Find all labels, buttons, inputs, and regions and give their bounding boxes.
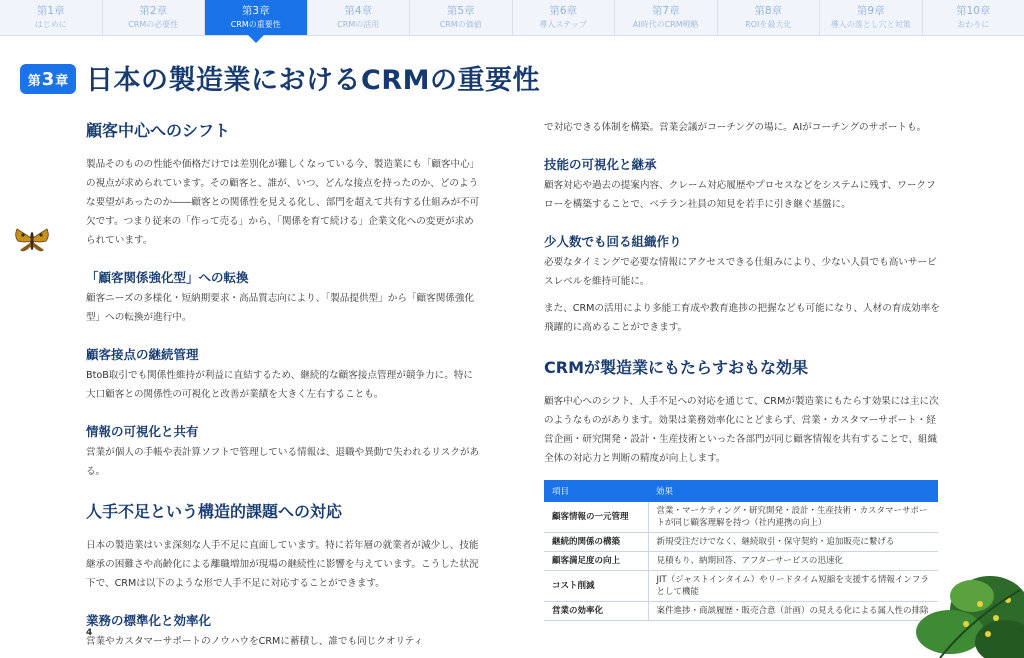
moth-icon [14, 226, 50, 256]
tab-number: 第4章 [344, 5, 373, 17]
tab-chapter-8[interactable] [718, 0, 821, 35]
table-cell-effect: 営業・マーケティング・研究開発・設計・生産技術・カスタマーサポートが同じ顧客理解を持つ（社内連携の向上） [648, 502, 938, 533]
table-row [544, 602, 938, 621]
subheading-touchpoint: 顧客接点の継続管理 [86, 347, 199, 362]
tab-chapter-3[interactable] [205, 0, 308, 35]
text-visibility: 営業が個人の手帳や表計算ソフトで管理している情報は、退職や異動で失われるリスクがある。 [86, 447, 480, 477]
page-title: 日本の製造業におけるCRMの重要性 [86, 65, 540, 96]
page-number: 4 [86, 628, 93, 638]
tab-number: 第7章 [651, 5, 680, 17]
table-header-item: 項目 [544, 480, 648, 502]
tab-label: ROIを最大化 [745, 20, 792, 29]
section-text-customer-shift: 製品そのものの性能や価格だけでは差別化が難しくなっている今、製造業にも「顧客中心」の視点が求められています。その顧客と、誰が、いつ、どんな接点を持ったのか、どのような要望があったのか――顧客との関係性を見える化し、部門を超えて共有する仕組みが不可欠です。つまり従来の「作って売る」から、「関係を育て続ける」企業文化への変更が求められています。 [86, 159, 480, 246]
text-standardization-cont: で対応できる体制を構築。営業会議がコーチングの場に。AIがコーチングのサポートも。 [544, 122, 927, 133]
subheading-standardization: 業務の標準化と効率化 [86, 613, 212, 628]
tab-chapter-5[interactable] [410, 0, 513, 35]
tab-label: CRMの活用 [337, 20, 380, 29]
tab-label: CRMの価値 [439, 20, 482, 29]
table-row [544, 533, 938, 552]
table-header-effect: 効果 [648, 480, 938, 502]
subheading-skill-transfer: 技能の可視化と継承 [544, 157, 657, 172]
chapter-badge-number: 3 [41, 68, 55, 90]
tab-number: 第3章 [241, 5, 270, 17]
left-column [86, 118, 482, 651]
tab-label: CRMの重要性 [230, 20, 281, 29]
tab-chapter-7[interactable] [615, 0, 718, 35]
table-cell-effect: JIT（ジャストインタイム）やリードタイム短縮を支援する情報インフラとして機能 [648, 571, 938, 602]
chapter-badge-prefix: 第 [27, 73, 41, 89]
subheading-visibility: 情報の可視化と共有 [86, 424, 199, 439]
section-title-effects: CRMが製造業にもたらすおもな効果 [544, 358, 808, 377]
table-cell-item: 顧客情報の一元管理 [544, 502, 648, 533]
tab-number: 第9章 [856, 5, 885, 17]
table-header-row [544, 480, 938, 502]
tab-number: 第10章 [956, 5, 991, 17]
table-cell-effect: 見積もり、納期回答、アフターサービスの迅速化 [648, 552, 938, 571]
table-row [544, 571, 938, 602]
section-title-labor-shortage: 人手不足という構造的課題への対応 [86, 502, 343, 521]
tab-number: 第2章 [139, 5, 168, 17]
table-cell-item: 顧客満足度の向上 [544, 552, 648, 571]
tab-chapter-10[interactable] [923, 0, 1024, 35]
tab-label: おわりに [957, 20, 990, 29]
leaf-plant-icon [880, 560, 1024, 658]
table-cell-item: 営業の効率化 [544, 602, 648, 621]
tab-number: 第6章 [549, 5, 578, 17]
effects-table [544, 480, 938, 621]
tab-label: はじめに [34, 20, 67, 29]
chapter-badge-suffix: 章 [55, 73, 69, 89]
tab-chapter-9[interactable] [820, 0, 923, 35]
table-row [544, 502, 938, 533]
section-text-labor-shortage: 日本の製造業はいま深刻な人手不足に直面しています。特に若年層の就業者が減少し、技能継承の困難さや高齢化による離職増加が現場の継続性に影響を与えています。こうした状況下で、CRMは以下のような形で人手不足に対応することができます。 [86, 540, 479, 589]
section-text-effects: 顧客中心へのシフト、人手不足への対応を通じて、CRMが製造業にもたらす効果には主に次のようなものがあります。効果は業務効率化にとどまらず、営業・カスタマーサポート・経営企画・研究開発・設計・生産技術といった各部門が同じ顧客情報を共有することで、組織全体の対応力と判断の精度が向上します。 [544, 396, 939, 464]
text-relationship: 顧客ニーズの多様化・短納期要求・高品質志向により、「製品提供型」から「顧客関係強化型」への転換が進行中。 [86, 293, 475, 323]
chapter-tab-bar [0, 0, 1024, 36]
subheading-relationship: 「顧客関係強化型」への転換 [86, 270, 249, 285]
text-small-team: 必要なタイミングで必要な情報にアクセスできる仕組みにより、少ない人員でも高いサービスレベルを維持可能に。 [544, 257, 937, 287]
tab-chapter-2[interactable] [103, 0, 206, 35]
text-skill-transfer: 顧客対応や過去の提案内容、クレーム対応履歴やプロセスなどをシステムに残す、ワークフローを構築することで、ベテラン社員の知見を若手に引き継ぐ基盤に。 [544, 180, 936, 210]
table-cell-effect: 案件進捗・商談履歴・販売合意（計画）の見える化による属人性の排除 [648, 602, 938, 621]
table-cell-effect: 新規受注だけでなく、継続取引・保守契約・追加販売に繋げる [648, 533, 938, 552]
chapter-badge [20, 64, 76, 94]
right-column [544, 118, 940, 621]
tab-chapter-6[interactable] [513, 0, 616, 35]
text-standardization: 営業やカスタマーサポートのノウハウをCRMに蓄積し、誰でも同じクオリティ [86, 636, 424, 647]
text-touchpoint: BtoB取引でも関係性維持が利益に直結するため、継続的な顧客接点管理が競争力に。特に大口顧客との関係性の可視化と改善が業績を大きく左右することも。 [86, 370, 473, 400]
tab-label: AI時代のCRM戦略 [632, 20, 699, 29]
tab-label: 導入の落とし穴と対策 [830, 20, 911, 29]
tab-label: CRMの必要性 [128, 20, 179, 29]
subheading-small-team: 少人数でも回る組織作り [544, 234, 682, 249]
tab-number: 第8章 [754, 5, 783, 17]
tab-chapter-4[interactable] [308, 0, 411, 35]
tab-label: 導入ステップ [539, 20, 588, 29]
text-training: また、CRMの活用により多能工育成や教育進捗の把握なども可能になり、人材の育成効率を飛躍的に高めることができます。 [544, 303, 940, 333]
table-row [544, 552, 938, 571]
tab-number: 第5章 [446, 5, 475, 17]
section-title-customer-shift: 顧客中心へのシフト [86, 121, 231, 140]
table-cell-item: 継続的関係の構築 [544, 533, 648, 552]
table-cell-item: コスト削減 [544, 571, 648, 602]
tab-chapter-1[interactable] [0, 0, 103, 35]
tab-number: 第1章 [36, 5, 65, 17]
